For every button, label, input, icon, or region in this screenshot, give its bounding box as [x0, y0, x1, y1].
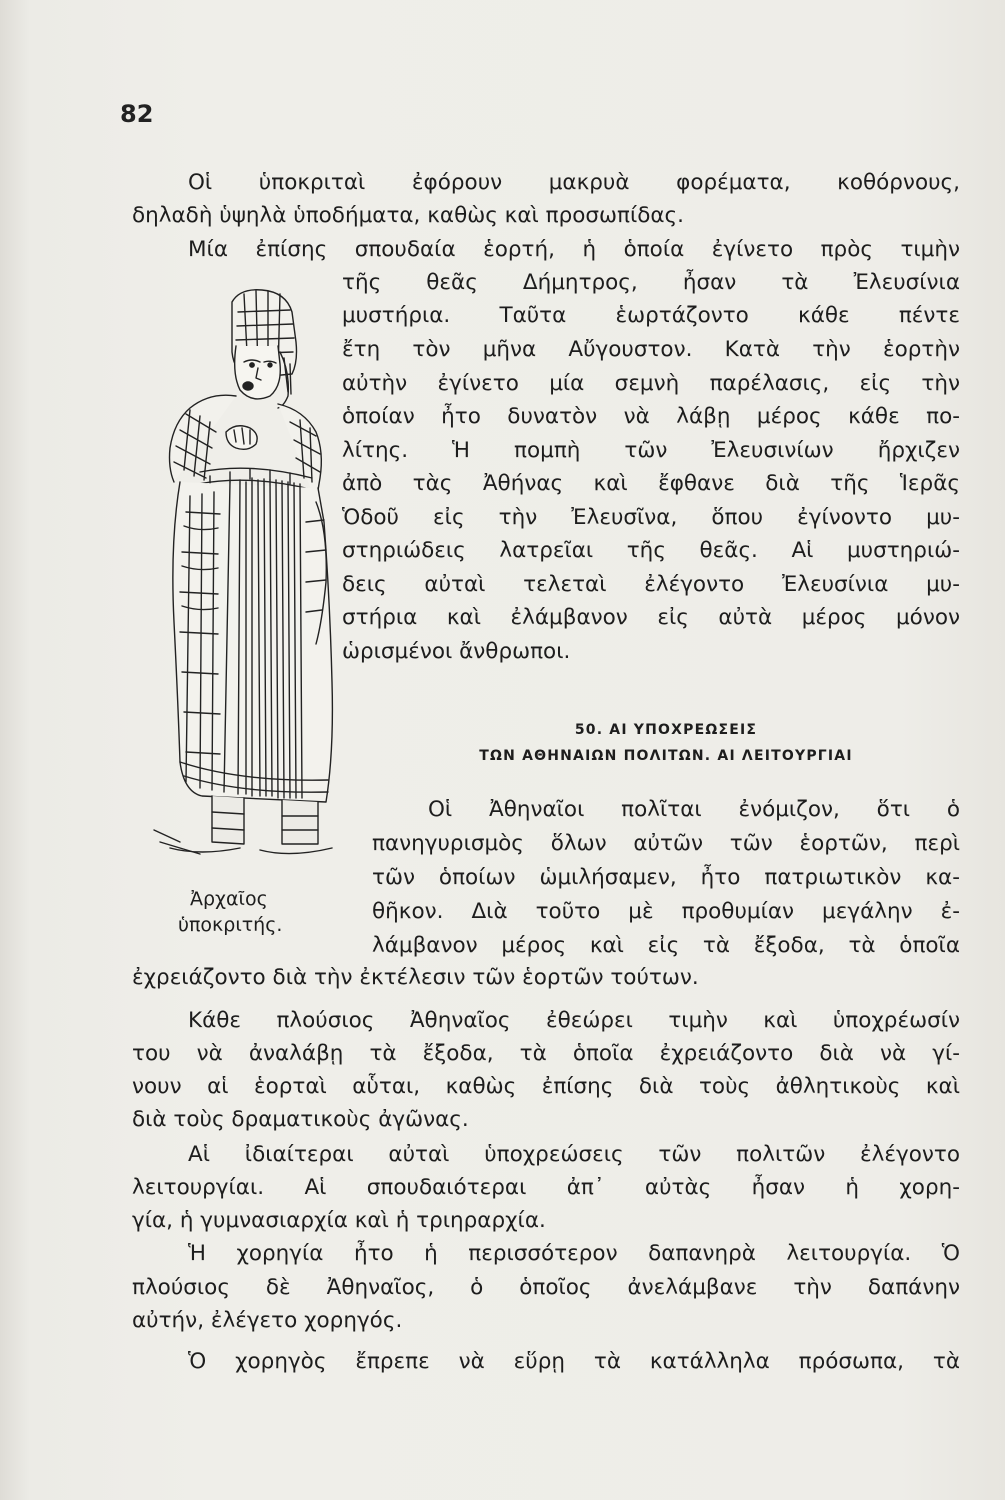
text-line: λάμβανον μέρος καὶ εἰς τὰ ἔξοδα, τὰ ὁποῖα [372, 933, 960, 958]
text-line: ὡρισμένοι ἄνθρωποι. [342, 639, 571, 664]
text-line: νουν αἱ ἑορταὶ αὗται, καθὼς ἐπίσης διὰ τοὺς ἀθλητικοὺς καὶ [132, 1074, 960, 1099]
text-line: Ὁδοῦ εἰς τὴν Ἐλευσῖνα, ὅπου ἐγίνοντο μυ- [342, 505, 960, 530]
text-line: πλούσιος δὲ Ἀθηναῖος, ὁ ὁποῖος ἀνελάμβανε τὴν δαπάνην [132, 1275, 960, 1300]
text-line: Ἡ χορηγία ἦτο ἡ περισσότερον δαπανηρὰ λειτουργία. Ὁ [188, 1241, 960, 1266]
section-heading: 50. ΑΙ ΥΠΟΧΡΕΩΣΕΙΣ [574, 722, 758, 738]
text-line: τῶν ὁποίων ὡμιλήσαμεν, ἦτο πατριωτικὸν κα- [372, 865, 960, 890]
text-line: στήρια καὶ ἐλάμβανον εἰς αὐτὰ μέρος μόνον [342, 605, 960, 630]
figure-caption: ὑποκριτής. [178, 914, 283, 936]
text-line: Οἱ ὑποκριταὶ ἐφόρουν μακρυὰ φορέματα, κοθόρνους, [188, 170, 960, 195]
text-line: διὰ τοὺς δραματικοὺς ἀγῶνας. [132, 1107, 469, 1132]
text-line: λειτουργίαι. Αἱ σπουδαιότεραι ἀπ᾿ αὐτὰς ἦσαν ἡ χορη- [132, 1175, 960, 1200]
text-line: τῆς θεᾶς Δήμητρος, ἦσαν τὰ Ἐλευσίνια [342, 270, 960, 295]
text-line: Μία ἐπίσης σπουδαία ἑορτή, ἡ ὁποία ἐγίνετο πρὸς τιμὴν [188, 237, 960, 262]
section-heading: ΤΩΝ ΑΘΗΝΑΙΩΝ ΠΟΛΙΤΩΝ. ΑΙ ΛΕΙΤΟΥΡΓΙΑΙ [479, 748, 853, 764]
page-number: 82 [120, 100, 154, 128]
text-line: στηριώδεις λατρεῖαι τῆς θεᾶς. Αἱ μυστηριώ- [342, 538, 960, 563]
text-line: θῆκον. Διὰ τοῦτο μὲ προθυμίαν μεγάλην ἐ- [372, 899, 960, 924]
text-line: Αἱ ἰδιαίτεραι αὐταὶ ὑποχρεώσεις τῶν πολιτῶν ἐλέγοντο [188, 1142, 960, 1167]
figure-caption: Ἀρχαῖος [190, 888, 268, 910]
text-line: λίτης. Ἡ πομπὴ τῶν Ἐλευσινίων ἤρχιζεν [342, 438, 960, 463]
text-line: αὐτήν, ἐλέγετο χορηγός. [132, 1308, 403, 1333]
text-line: δεις αὐταὶ τελεταὶ ἐλέγοντο Ἐλευσίνια μυ- [342, 572, 960, 597]
text-line: Οἱ Ἀθηναῖοι πολῖται ἐνόμιζον, ὅτι ὁ [428, 797, 960, 822]
text-line: πανηγυρισμὸς ὅλων αὐτῶν τῶν ἑορτῶν, περὶ [372, 831, 960, 856]
text-line: ἐχρειάζοντο διὰ τὴν ἐκτέλεσιν τῶν ἑορτῶν τούτων. [132, 965, 699, 990]
text-line: Ὁ χορηγὸς ἔπρεπε νὰ εὕρῃ τὰ κατάλληλα πρόσωπα, τὰ [188, 1349, 960, 1374]
text-line: γία, ἡ γυμνασιαρχία καὶ ἡ τριηραρχία. [132, 1208, 546, 1233]
text-line: ἀπὸ τὰς Ἀθήνας καὶ ἔφθανε διὰ τῆς Ἱερᾶς [342, 471, 960, 496]
text-line: μυστήρια. Ταῦτα ἑωρτάζοντο κάθε πέντε [342, 303, 960, 328]
ancient-actor-illustration [140, 282, 350, 882]
text-line: αὐτὴν ἐγίνετο μία σεμνὴ παρέλασις, εἰς τὴν [342, 371, 960, 396]
text-line: του νὰ ἀναλάβῃ τὰ ἔξοδα, τὰ ὁποῖα ἐχρειάζοντο διὰ νὰ γί- [132, 1041, 960, 1066]
text-line: Κάθε πλούσιος Ἀθηναῖος ἐθεώρει τιμὴν καὶ ὑποχρέωσίν [188, 1008, 960, 1033]
text-line: ἔτη τὸν μῆνα Αὔγουστον. Κατὰ τὴν ἑορτὴν [342, 337, 960, 362]
text-line: δηλαδὴ ὑψηλὰ ὑποδήματα, καθὼς καὶ προσωπίδας. [132, 203, 685, 228]
text-line: ὁποίαν ἦτο δυνατὸν νὰ λάβῃ μέρος κάθε πο- [342, 404, 960, 429]
